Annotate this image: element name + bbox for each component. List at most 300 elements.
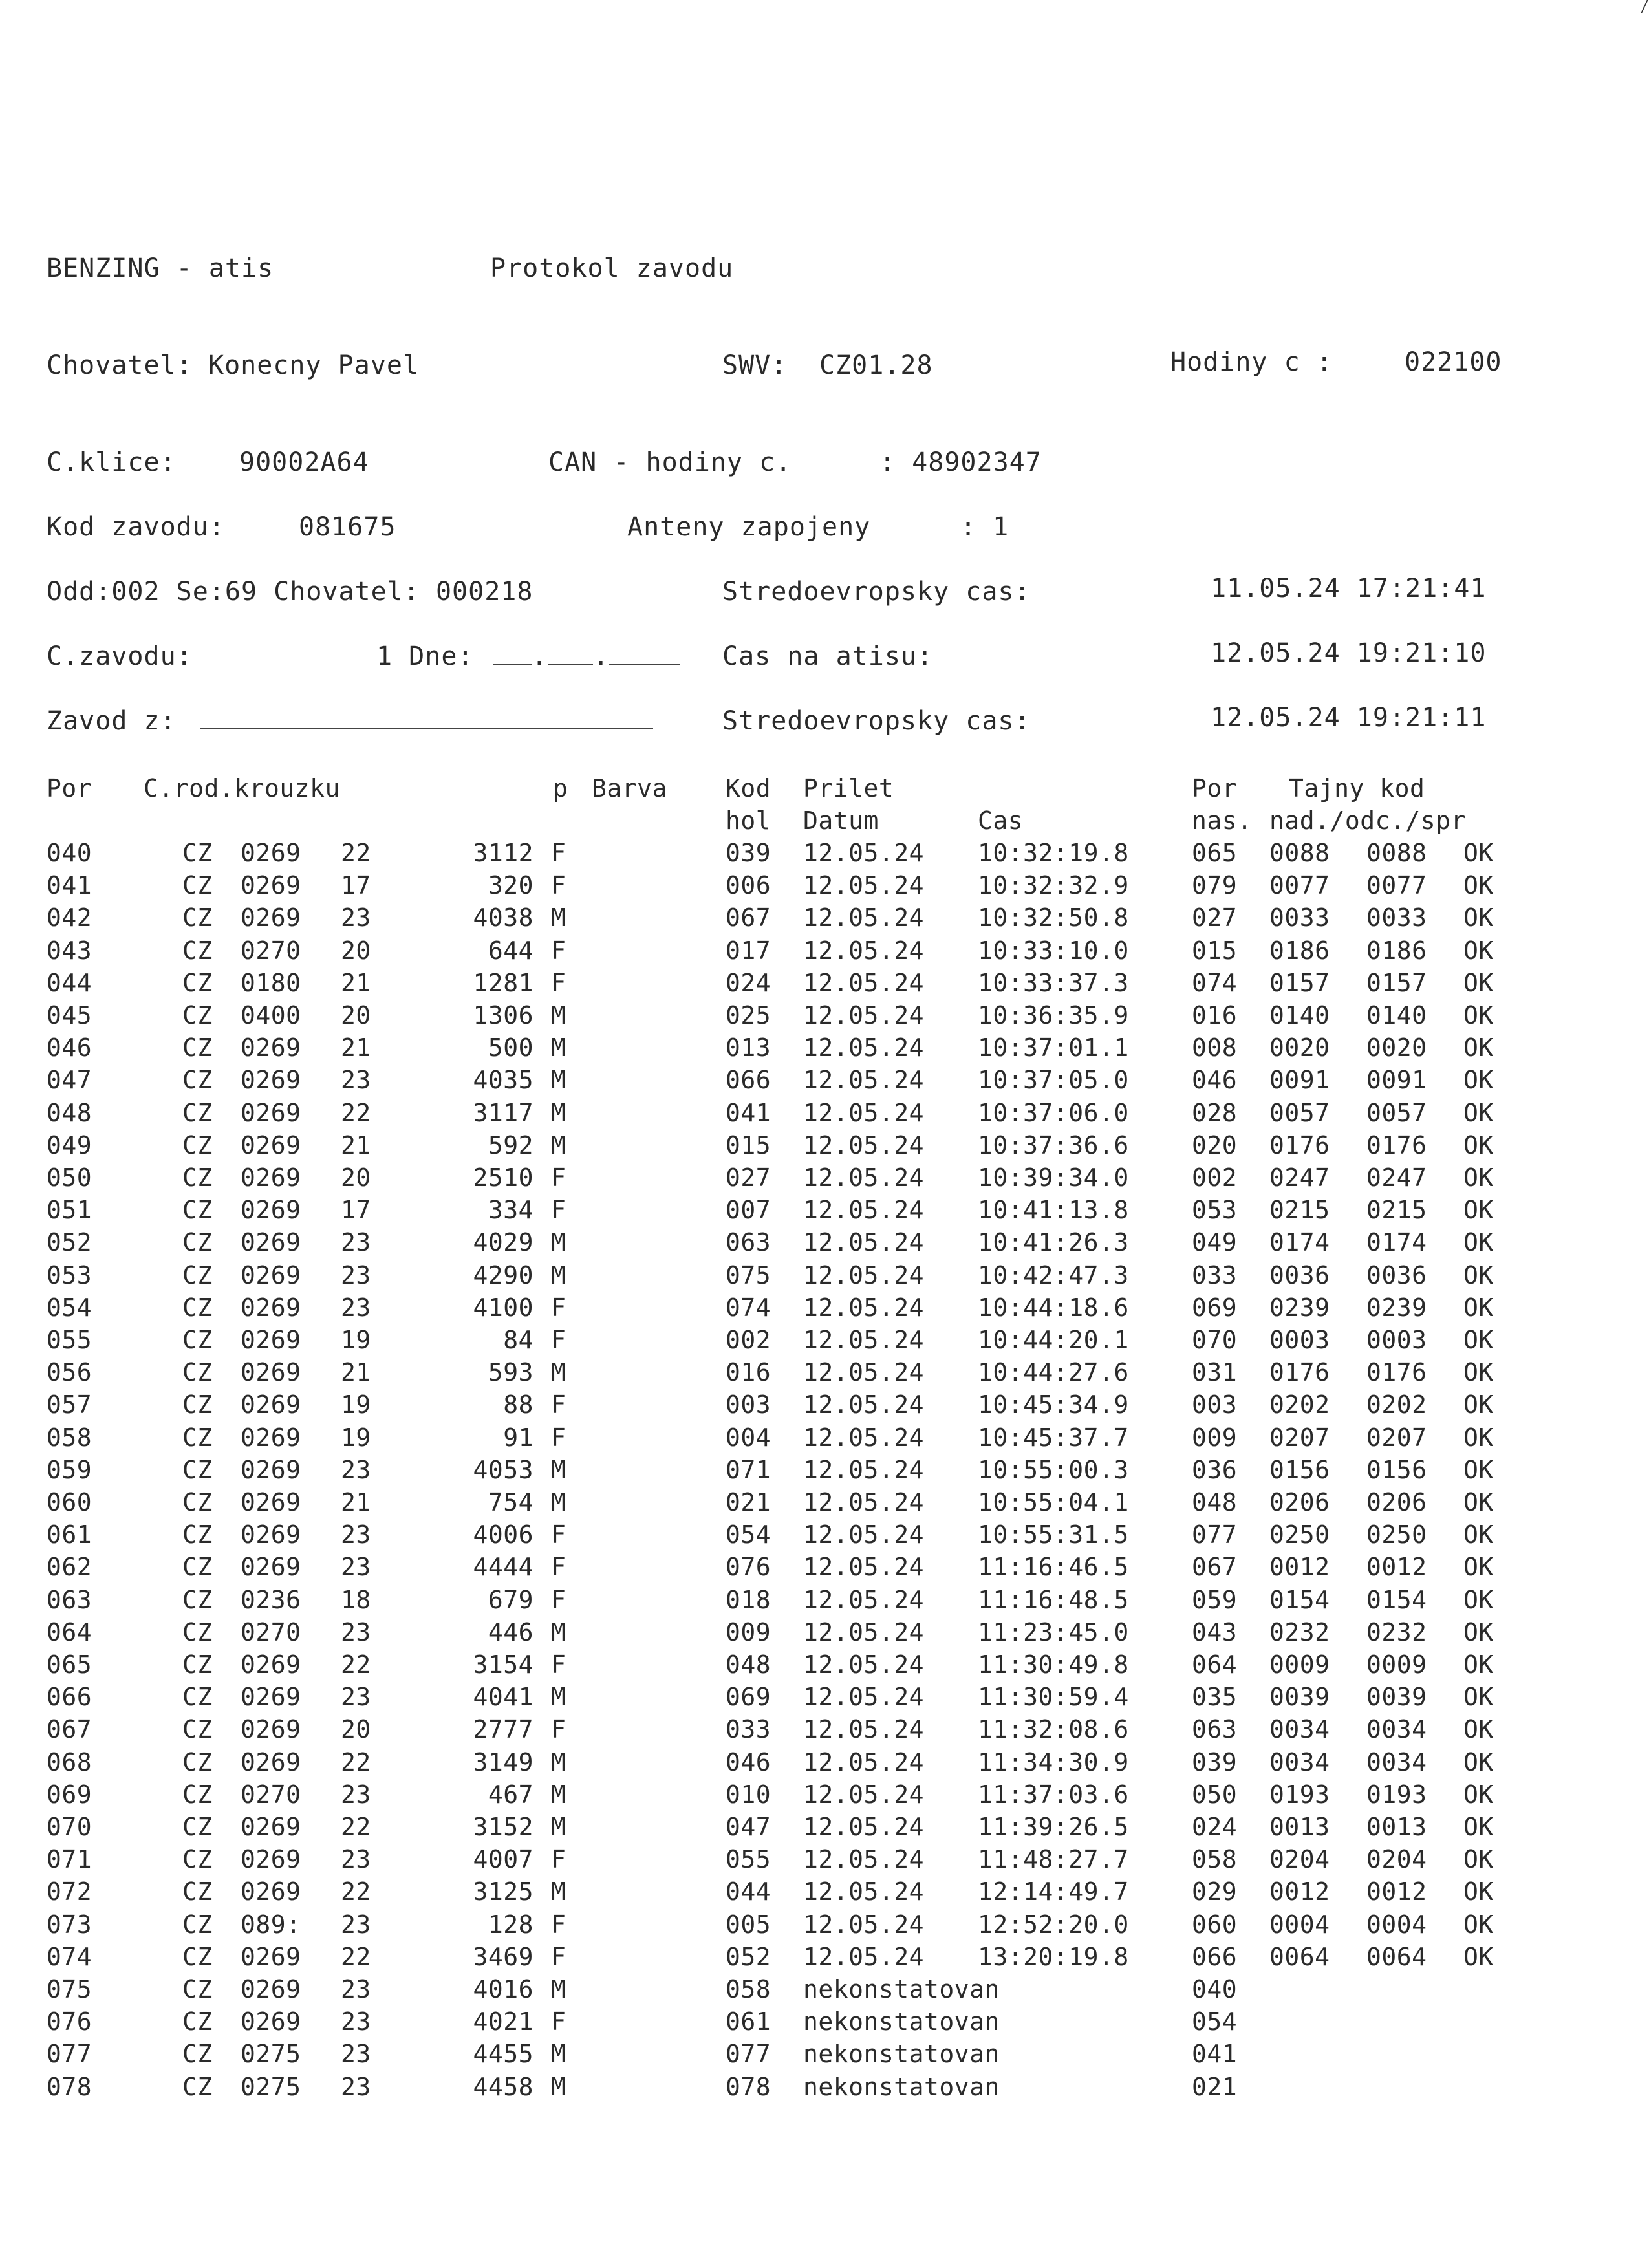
cell-year: 18 xyxy=(341,1586,371,1614)
cell-ring: 2777 xyxy=(473,1715,534,1744)
cell-kod: 039 xyxy=(726,839,771,867)
cell-tajny-2: 0176 xyxy=(1366,1358,1427,1387)
cell-nas: 003 xyxy=(1192,1390,1238,1419)
cell-sex: M xyxy=(551,1456,566,1484)
cell-date: 12.05.24 xyxy=(803,1780,925,1809)
cell-tajny-1: 0088 xyxy=(1269,839,1330,867)
col-c-rod-krouzku: C.rod.krouzku xyxy=(144,774,340,803)
cell-org: 0269 xyxy=(241,839,301,867)
col-por-2: Por xyxy=(1192,774,1238,803)
cell-org: 0269 xyxy=(241,1423,301,1452)
cell-kod: 010 xyxy=(726,1780,771,1809)
cell-por: 041 xyxy=(47,871,92,900)
cell-org: 0269 xyxy=(241,1748,301,1777)
cell-time: 10:55:31.5 xyxy=(978,1520,1129,1549)
cell-date: 12.05.24 xyxy=(803,903,925,932)
cell-tajny-2: 0157 xyxy=(1366,969,1427,997)
cell-nas: 065 xyxy=(1192,839,1238,867)
cell-ok: OK xyxy=(1463,839,1494,867)
cell-date: 12.05.24 xyxy=(803,1715,925,1744)
cell-nas: 066 xyxy=(1192,1943,1238,1971)
cell-tajny-2: 0193 xyxy=(1366,1780,1427,1809)
cell-country: CZ xyxy=(182,1293,213,1322)
cell-kod: 061 xyxy=(726,2007,771,2036)
cell-ring: 1281 xyxy=(473,969,534,997)
cell-tajny-2: 0004 xyxy=(1366,1910,1427,1939)
cell-date: 12.05.24 xyxy=(803,1099,925,1127)
cell-year: 23 xyxy=(341,1683,371,1711)
cell-sex: M xyxy=(551,1780,566,1809)
cell-date: 12.05.24 xyxy=(803,1131,925,1160)
cell-year: 23 xyxy=(341,1293,371,1322)
cell-tajny-1: 0012 xyxy=(1269,1553,1330,1581)
cell-tajny-1: 0077 xyxy=(1269,871,1330,900)
cell-ring: 88 xyxy=(503,1390,534,1419)
cell-country: CZ xyxy=(182,1228,213,1257)
cell-por: 056 xyxy=(47,1358,92,1387)
col-tajny-kod: Tajny kod xyxy=(1289,774,1425,803)
cell-por: 047 xyxy=(47,1066,92,1094)
cell-tajny-1: 0250 xyxy=(1269,1520,1330,1549)
cell-tajny-1: 0202 xyxy=(1269,1390,1330,1419)
cell-date: 12.05.24 xyxy=(803,1683,925,1711)
cell-date: 12.05.24 xyxy=(803,1618,925,1647)
cell-tajny-2: 0186 xyxy=(1366,936,1427,965)
cell-nas: 048 xyxy=(1192,1488,1238,1517)
cell-nas: 029 xyxy=(1192,1877,1238,1906)
cell-nas: 002 xyxy=(1192,1163,1238,1192)
cell-year: 23 xyxy=(341,1975,371,2003)
swv-label: SWV: xyxy=(722,351,788,380)
cell-time: 10:32:32.9 xyxy=(978,871,1129,900)
cell-nas: 069 xyxy=(1192,1293,1238,1322)
cell-sex: F xyxy=(551,1520,566,1549)
cell-kod: 015 xyxy=(726,1131,771,1160)
cell-time: 10:44:18.6 xyxy=(978,1293,1129,1322)
cell-sex: F xyxy=(551,1390,566,1419)
cell-tajny-1: 0012 xyxy=(1269,1877,1330,1906)
cell-year: 23 xyxy=(341,1066,371,1094)
cell-country: CZ xyxy=(182,2073,213,2101)
cell-tajny-2: 0033 xyxy=(1366,903,1427,932)
cell-sex: F xyxy=(551,839,566,867)
cell-ok: OK xyxy=(1463,1520,1494,1549)
cell-time: 10:44:27.6 xyxy=(978,1358,1129,1387)
cell-ok: OK xyxy=(1463,1066,1494,1094)
cell-ok: OK xyxy=(1463,1358,1494,1387)
col-cas: Cas xyxy=(978,806,1024,835)
cell-nas: 046 xyxy=(1192,1066,1238,1094)
cell-ok: OK xyxy=(1463,871,1494,900)
cell-por: 044 xyxy=(47,969,92,997)
cell-por: 064 xyxy=(47,1618,92,1647)
cell-time: 10:55:04.1 xyxy=(978,1488,1129,1517)
cell-kod: 066 xyxy=(726,1066,771,1094)
cell-time: 10:42:47.3 xyxy=(978,1261,1129,1290)
cell-sex: M xyxy=(551,1228,566,1257)
anteny-value: : 1 xyxy=(960,512,1009,542)
cell-kod: 005 xyxy=(726,1910,771,1939)
cell-ok: OK xyxy=(1463,1683,1494,1711)
cell-org: 0269 xyxy=(241,1099,301,1127)
cell-country: CZ xyxy=(182,1877,213,1906)
cell-year: 22 xyxy=(341,1813,371,1841)
cell-country: CZ xyxy=(182,969,213,997)
cell-por: 063 xyxy=(47,1586,92,1614)
cell-tajny-2: 0232 xyxy=(1366,1618,1427,1647)
cell-sex: M xyxy=(551,903,566,932)
cell-year: 17 xyxy=(341,1196,371,1224)
cell-nas: 079 xyxy=(1192,871,1238,900)
cell-kod: 002 xyxy=(726,1326,771,1354)
cell-por: 045 xyxy=(47,1001,92,1030)
cell-year: 22 xyxy=(341,839,371,867)
header-title-left: BENZING - atis xyxy=(47,254,274,283)
cell-ok: OK xyxy=(1463,1326,1494,1354)
cell-tajny-1: 0036 xyxy=(1269,1261,1330,1290)
cell-year: 23 xyxy=(341,2007,371,2036)
cell-ok: OK xyxy=(1463,1033,1494,1062)
cell-nas: 074 xyxy=(1192,969,1238,997)
cell-date: 12.05.24 xyxy=(803,1326,925,1354)
cell-sex: M xyxy=(551,2073,566,2101)
cell-date: 12.05.24 xyxy=(803,936,925,965)
cell-por: 046 xyxy=(47,1033,92,1062)
stredoevropsky-label-2: Stredoevropsky cas: xyxy=(722,706,1031,736)
klice-value: 90002A64 xyxy=(239,448,369,477)
cell-ok: OK xyxy=(1463,1813,1494,1841)
cell-por: 059 xyxy=(47,1456,92,1484)
cell-org: 0269 xyxy=(241,1845,301,1874)
cell-por: 069 xyxy=(47,1780,92,1809)
cell-kod: 027 xyxy=(726,1163,771,1192)
cell-org: 0236 xyxy=(241,1586,301,1614)
chovatel-value: Konecny Pavel xyxy=(208,351,420,380)
cell-por: 060 xyxy=(47,1488,92,1517)
cell-ring: 4053 xyxy=(473,1456,534,1484)
cell-ok: OK xyxy=(1463,936,1494,965)
cell-org: 0269 xyxy=(241,1196,301,1224)
cell-year: 23 xyxy=(341,1261,371,1290)
cell-time: 12:14:49.7 xyxy=(978,1877,1129,1906)
cell-country: CZ xyxy=(182,1423,213,1452)
cell-tajny-2: 0077 xyxy=(1366,871,1427,900)
cell-por: 055 xyxy=(47,1326,92,1354)
cell-por: 050 xyxy=(47,1163,92,1192)
cell-ring: 4021 xyxy=(473,2007,534,2036)
cell-por: 057 xyxy=(47,1390,92,1419)
cell-tajny-1: 0204 xyxy=(1269,1845,1330,1874)
cell-por: 077 xyxy=(47,2040,92,2068)
cell-tajny-2: 0012 xyxy=(1366,1553,1427,1581)
kod-zavodu-value: 081675 xyxy=(299,512,396,542)
cell-nas: 024 xyxy=(1192,1813,1238,1841)
cell-kod: 055 xyxy=(726,1845,771,1874)
cell-nas: 059 xyxy=(1192,1586,1238,1614)
cell-time: 11:30:59.4 xyxy=(978,1683,1129,1711)
cell-country: CZ xyxy=(182,871,213,900)
cell-kod: 033 xyxy=(726,1715,771,1744)
cell-tajny-1: 0174 xyxy=(1269,1228,1330,1257)
cell-nas: 031 xyxy=(1192,1358,1238,1387)
cell-year: 19 xyxy=(341,1390,371,1419)
cell-sex: M xyxy=(551,2040,566,2068)
cell-country: CZ xyxy=(182,1975,213,2003)
cell-tajny-1: 0156 xyxy=(1269,1456,1330,1484)
cell-ring: 4029 xyxy=(473,1228,534,1257)
cell-nas: 020 xyxy=(1192,1131,1238,1160)
cell-country: CZ xyxy=(182,1780,213,1809)
cell-nas: 067 xyxy=(1192,1553,1238,1581)
cell-country: CZ xyxy=(182,1845,213,1874)
cell-country: CZ xyxy=(182,1553,213,1581)
cell-country: CZ xyxy=(182,1390,213,1419)
cell-nas: 009 xyxy=(1192,1423,1238,1452)
cell-time: 11:16:48.5 xyxy=(978,1586,1129,1614)
cell-tajny-2: 0204 xyxy=(1366,1845,1427,1874)
cell-ring: 4458 xyxy=(473,2073,534,2101)
cell-tajny-1: 0239 xyxy=(1269,1293,1330,1322)
cell-ring: 4035 xyxy=(473,1066,534,1094)
cell-kod: 017 xyxy=(726,936,771,965)
cell-nas: 054 xyxy=(1192,2007,1238,2036)
cell-time: 10:37:05.0 xyxy=(978,1066,1129,1094)
cell-country: CZ xyxy=(182,1261,213,1290)
col-nas: nas. xyxy=(1192,806,1253,835)
cell-org: 0269 xyxy=(241,1520,301,1549)
cell-tajny-2: 0034 xyxy=(1366,1748,1427,1777)
cell-tajny-2: 0154 xyxy=(1366,1586,1427,1614)
cell-date: 12.05.24 xyxy=(803,1001,925,1030)
cell-ring: 320 xyxy=(488,871,534,900)
cell-nas: 015 xyxy=(1192,936,1238,965)
cell-country: CZ xyxy=(182,1001,213,1030)
cell-sex: F xyxy=(551,871,566,900)
cell-org: 0269 xyxy=(241,1650,301,1679)
cell-por: 053 xyxy=(47,1261,92,1290)
cell-org: 0275 xyxy=(241,2040,301,2068)
cell-ring: 4041 xyxy=(473,1683,534,1711)
cell-org: 0270 xyxy=(241,1780,301,1809)
cell-country: CZ xyxy=(182,2040,213,2068)
cell-org: 0269 xyxy=(241,1033,301,1062)
cell-tajny-1: 0247 xyxy=(1269,1163,1330,1192)
cell-tajny-2: 0088 xyxy=(1366,839,1427,867)
cell-year: 21 xyxy=(341,1358,371,1387)
cell-tajny-1: 0064 xyxy=(1269,1943,1330,1971)
zavod-z-label: Zavod z: xyxy=(47,706,177,736)
cell-por: 051 xyxy=(47,1196,92,1224)
cell-tajny-2: 0215 xyxy=(1366,1196,1427,1224)
cell-ok: OK xyxy=(1463,1943,1494,1971)
cell-org: 0269 xyxy=(241,1683,301,1711)
cell-time: 11:39:26.5 xyxy=(978,1813,1129,1841)
cell-nas: 064 xyxy=(1192,1650,1238,1679)
cell-kod: 058 xyxy=(726,1975,771,2003)
cell-sex: F xyxy=(551,1943,566,1971)
cell-kod: 013 xyxy=(726,1033,771,1062)
cell-por: 075 xyxy=(47,1975,92,2003)
anteny-label: Anteny zapojeny xyxy=(627,512,871,542)
cell-ok: OK xyxy=(1463,1780,1494,1809)
cell-time: 10:37:36.6 xyxy=(978,1131,1129,1160)
cas-na-atisu-value: 12.05.24 19:21:10 xyxy=(1211,638,1487,668)
cell-por: 049 xyxy=(47,1131,92,1160)
cell-sex: M xyxy=(551,1099,566,1127)
cell-por: 061 xyxy=(47,1520,92,1549)
cell-sex: M xyxy=(551,1975,566,2003)
cell-country: CZ xyxy=(182,1033,213,1062)
cell-ring: 128 xyxy=(488,1910,534,1939)
kod-zavodu-label: Kod zavodu: xyxy=(47,512,225,542)
cell-por: 048 xyxy=(47,1099,92,1127)
cell-year: 22 xyxy=(341,1943,371,1971)
cell-date: 12.05.24 xyxy=(803,1845,925,1874)
cell-sex: F xyxy=(551,1910,566,1939)
cell-ok: OK xyxy=(1463,1163,1494,1192)
cell-country: CZ xyxy=(182,1131,213,1160)
cell-date: 12.05.24 xyxy=(803,1456,925,1484)
cell-ok: OK xyxy=(1463,1586,1494,1614)
col-nad-odc-spr: nad./odc./spr xyxy=(1269,806,1466,835)
cell-ring: 679 xyxy=(488,1586,534,1614)
c-zavodu-label: C.zavodu: xyxy=(47,642,193,671)
cell-tajny-2: 0003 xyxy=(1366,1326,1427,1354)
cell-ok: OK xyxy=(1463,1001,1494,1030)
cell-kod: 041 xyxy=(726,1099,771,1127)
cell-country: CZ xyxy=(182,1099,213,1127)
cell-sex: F xyxy=(551,1423,566,1452)
cell-date: 12.05.24 xyxy=(803,1423,925,1452)
cell-por: 040 xyxy=(47,839,92,867)
cell-kod: 054 xyxy=(726,1520,771,1549)
cell-org: 0275 xyxy=(241,2073,301,2101)
cell-year: 22 xyxy=(341,1877,371,1906)
cell-org: 0269 xyxy=(241,1553,301,1581)
cell-country: CZ xyxy=(182,1748,213,1777)
cell-sex: M xyxy=(551,1261,566,1290)
klice-label: C.klice: xyxy=(47,448,177,477)
cell-year: 22 xyxy=(341,1748,371,1777)
cell-org: 0269 xyxy=(241,1066,301,1094)
cell-ring: 4100 xyxy=(473,1293,534,1322)
cell-date: 12.05.24 xyxy=(803,1488,925,1517)
col-barva: Barva xyxy=(592,774,667,803)
cell-time: 10:32:19.8 xyxy=(978,839,1129,867)
cell-ring: 593 xyxy=(488,1358,534,1387)
cell-por: 054 xyxy=(47,1293,92,1322)
cell-org: 0270 xyxy=(241,1618,301,1647)
can-label: CAN - hodiny c. xyxy=(548,448,792,477)
cell-org: 0269 xyxy=(241,871,301,900)
cell-time: 10:37:06.0 xyxy=(978,1099,1129,1127)
cell-org: 0269 xyxy=(241,1943,301,1971)
cell-kod: 048 xyxy=(726,1650,771,1679)
cell-ok: OK xyxy=(1463,1877,1494,1906)
hodiny-label: Hodiny c : xyxy=(1170,347,1333,377)
cell-time: 11:23:45.0 xyxy=(978,1618,1129,1647)
cell-tajny-1: 0020 xyxy=(1269,1033,1330,1062)
cell-tajny-2: 0140 xyxy=(1366,1001,1427,1030)
cell-nas: 060 xyxy=(1192,1910,1238,1939)
cell-org: 0269 xyxy=(241,1975,301,2003)
cell-time: 10:39:34.0 xyxy=(978,1163,1129,1192)
cell-country: CZ xyxy=(182,1650,213,1679)
zavod-z-blank xyxy=(200,708,653,734)
cell-tajny-1: 0157 xyxy=(1269,969,1330,997)
cell-sex: M xyxy=(551,1131,566,1160)
cell-tajny-1: 0206 xyxy=(1269,1488,1330,1517)
cell-ok: OK xyxy=(1463,1748,1494,1777)
cell-country: CZ xyxy=(182,1326,213,1354)
cell-time: 10:33:10.0 xyxy=(978,936,1129,965)
cell-date: 12.05.24 xyxy=(803,871,925,900)
cell-year: 20 xyxy=(341,1715,371,1744)
cell-date: 12.05.24 xyxy=(803,1358,925,1387)
cell-por: 068 xyxy=(47,1748,92,1777)
page-corner-mark xyxy=(1632,0,1648,13)
cell-time: 12:52:20.0 xyxy=(978,1910,1129,1939)
cell-date: 12.05.24 xyxy=(803,1813,925,1841)
cell-nas: 050 xyxy=(1192,1780,1238,1809)
cell-year: 21 xyxy=(341,1131,371,1160)
cell-nas: 028 xyxy=(1192,1099,1238,1127)
cell-kod: 075 xyxy=(726,1261,771,1290)
cell-sex: M xyxy=(551,1066,566,1094)
cell-tajny-2: 0013 xyxy=(1366,1813,1427,1841)
cell-por: 043 xyxy=(47,936,92,965)
cell-sex: M xyxy=(551,1033,566,1062)
cell-tajny-1: 0193 xyxy=(1269,1780,1330,1809)
cell-sex: F xyxy=(551,936,566,965)
cell-sex: F xyxy=(551,1326,566,1354)
cell-org: 0270 xyxy=(241,936,301,965)
cell-ring: 4290 xyxy=(473,1261,534,1290)
cell-ok: OK xyxy=(1463,1650,1494,1679)
cell-tajny-1: 0039 xyxy=(1269,1683,1330,1711)
cell-sex: M xyxy=(551,1748,566,1777)
cell-kod: 004 xyxy=(726,1423,771,1452)
cell-year: 23 xyxy=(341,903,371,932)
cell-date: 12.05.24 xyxy=(803,1066,925,1094)
cell-ring: 3117 xyxy=(473,1099,534,1127)
cell-time: 13:20:19.8 xyxy=(978,1943,1129,1971)
cell-por: 074 xyxy=(47,1943,92,1971)
cell-nas: 035 xyxy=(1192,1683,1238,1711)
cell-date: 12.05.24 xyxy=(803,1910,925,1939)
cell-por: 042 xyxy=(47,903,92,932)
cell-ok: OK xyxy=(1463,1553,1494,1581)
cell-time: 11:16:46.5 xyxy=(978,1553,1129,1581)
cell-nas: 077 xyxy=(1192,1520,1238,1549)
col-prilet: Prilet xyxy=(803,774,894,803)
cell-por: 058 xyxy=(47,1423,92,1452)
cell-tajny-2: 0174 xyxy=(1366,1228,1427,1257)
cell-time: 11:34:30.9 xyxy=(978,1748,1129,1777)
cell-year: 23 xyxy=(341,1553,371,1581)
cell-country: CZ xyxy=(182,839,213,867)
cell-date: 12.05.24 xyxy=(803,1553,925,1581)
cell-year: 20 xyxy=(341,1001,371,1030)
cell-date: 12.05.24 xyxy=(803,1163,925,1192)
cell-ok: OK xyxy=(1463,1910,1494,1939)
cell-ring: 4016 xyxy=(473,1975,534,2003)
cell-tajny-1: 0003 xyxy=(1269,1326,1330,1354)
cell-date: 12.05.24 xyxy=(803,839,925,867)
cell-org: 0269 xyxy=(241,1228,301,1257)
col-datum: Datum xyxy=(803,806,879,835)
cell-kod: 063 xyxy=(726,1228,771,1257)
